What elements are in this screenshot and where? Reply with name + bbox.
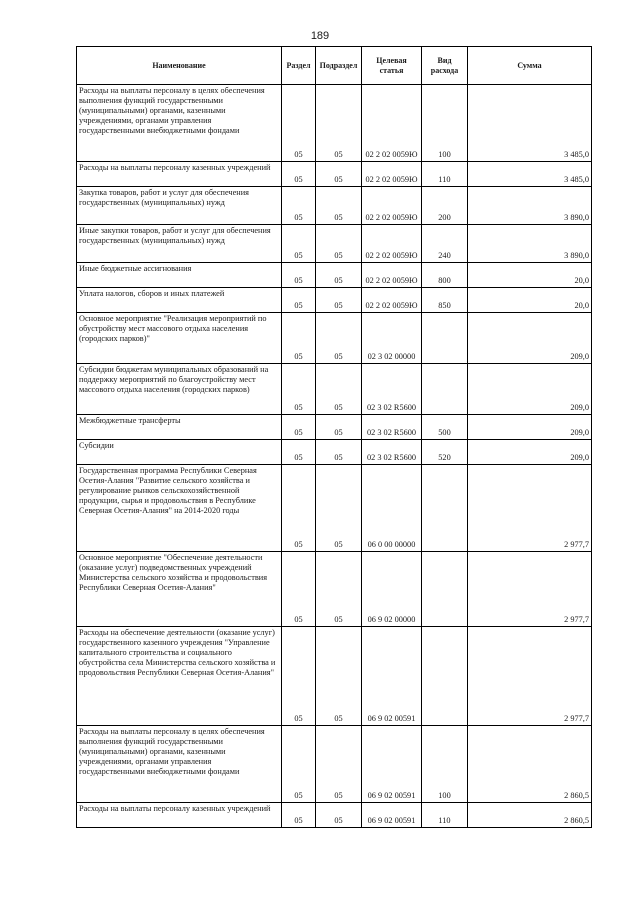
- row-section: 05: [282, 162, 316, 187]
- row-section: 05: [282, 364, 316, 415]
- row-kind: 100: [422, 85, 468, 162]
- row-target: 02 2 02 0059Ю: [362, 85, 422, 162]
- row-sum: 2 977,7: [468, 552, 592, 627]
- table-row: [77, 440, 592, 465]
- row-sum: 2 860,5: [468, 726, 592, 803]
- row-kind: 100: [422, 726, 468, 803]
- row-section: 05: [282, 415, 316, 440]
- row-kind: [422, 364, 468, 415]
- row-section: 05: [282, 627, 316, 726]
- row-subsection: 05: [316, 288, 362, 313]
- row-section: 05: [282, 187, 316, 225]
- row-section: 05: [282, 440, 316, 465]
- row-kind: 800: [422, 263, 468, 288]
- row-kind: [422, 313, 468, 364]
- row-sum: 3 890,0: [468, 225, 592, 263]
- row-name: Субсидии бюджетам муниципальных образований на поддержку мероприятий по благоустройству мест массового отдыха населения (городских парков): [77, 364, 282, 415]
- row-sum: 209,0: [468, 313, 592, 364]
- row-name: Иные бюджетные ассигнования: [77, 263, 282, 288]
- row-target: 06 9 02 00591: [362, 627, 422, 726]
- budget-table: [76, 46, 592, 828]
- row-subsection: 05: [316, 313, 362, 364]
- row-name: Расходы на выплаты персоналу в целях обеспечения выполнения функций государственными (муниципальными) органами, казенными учреждениями, органами управления государственными внебюджетными фондами: [77, 85, 282, 162]
- table-row: [77, 225, 592, 263]
- row-kind: 500: [422, 415, 468, 440]
- row-kind: [422, 552, 468, 627]
- row-target: 06 9 02 00591: [362, 803, 422, 828]
- table-row: [77, 364, 592, 415]
- row-subsection: 05: [316, 552, 362, 627]
- row-subsection: 05: [316, 465, 362, 552]
- row-name: Иные закупки товаров, работ и услуг для обеспечения государственных (муниципальных) нужд: [77, 225, 282, 263]
- row-target: 02 2 02 0059Ю: [362, 263, 422, 288]
- row-sum: 209,0: [468, 364, 592, 415]
- row-name: Расходы на выплаты персоналу в целях обеспечения выполнения функций государственными (муниципальными) органами, казенными учреждениями, органами управления государственными внебюджетными фондами: [77, 726, 282, 803]
- row-kind: [422, 465, 468, 552]
- row-section: 05: [282, 288, 316, 313]
- row-kind: 110: [422, 162, 468, 187]
- row-target: 02 2 02 0059Ю: [362, 187, 422, 225]
- header-sum: Сумма: [468, 47, 592, 85]
- row-section: 05: [282, 803, 316, 828]
- row-sum: 2 860,5: [468, 803, 592, 828]
- row-subsection: 05: [316, 726, 362, 803]
- row-name: Основное мероприятие "Обеспечение деятельности (оказание услуг) подведомственных учреждений Министерства сельского хозяйства и продовольствия Республики Северная Осетия-Алания": [77, 552, 282, 627]
- row-name: Расходы на выплаты персоналу казенных учреждений: [77, 162, 282, 187]
- row-sum: 3 890,0: [468, 187, 592, 225]
- row-subsection: 05: [316, 364, 362, 415]
- row-subsection: 05: [316, 440, 362, 465]
- row-subsection: 05: [316, 803, 362, 828]
- row-sum: 3 485,0: [468, 85, 592, 162]
- row-name: Расходы на выплаты персоналу казенных учреждений: [77, 803, 282, 828]
- header-name: Наименование: [77, 47, 282, 85]
- row-section: 05: [282, 263, 316, 288]
- table-body: [77, 85, 592, 828]
- row-target: 06 9 02 00591: [362, 726, 422, 803]
- row-sum: 209,0: [468, 440, 592, 465]
- table-row: [77, 465, 592, 552]
- row-section: 05: [282, 552, 316, 627]
- row-section: 05: [282, 225, 316, 263]
- row-subsection: 05: [316, 225, 362, 263]
- table-row: [77, 263, 592, 288]
- table-row: [77, 288, 592, 313]
- row-sum: 3 485,0: [468, 162, 592, 187]
- row-sum: 20,0: [468, 288, 592, 313]
- header-section: Раздел: [282, 47, 316, 85]
- row-target: 02 3 02 R5600: [362, 364, 422, 415]
- row-subsection: 05: [316, 85, 362, 162]
- header-subsection: Подраздел: [316, 47, 362, 85]
- row-kind: 520: [422, 440, 468, 465]
- row-name: Государственная программа Республики Северная Осетия-Алания "Развитие сельского хозяйства и регулирование рынков сельскохозяйственной продукции, сырья и продовольствия в Республике Северная Осетия-Алания" на 2014-2020 годы: [77, 465, 282, 552]
- row-target: 02 3 02 00000: [362, 313, 422, 364]
- row-section: 05: [282, 726, 316, 803]
- table-header-row: [77, 47, 592, 85]
- row-target: 06 9 02 00000: [362, 552, 422, 627]
- row-kind: 850: [422, 288, 468, 313]
- row-sum: 2 977,7: [468, 465, 592, 552]
- row-subsection: 05: [316, 263, 362, 288]
- table-row: [77, 415, 592, 440]
- row-kind: [422, 627, 468, 726]
- row-target: 02 2 02 0059Ю: [362, 162, 422, 187]
- table-row: [77, 187, 592, 225]
- table-row: [77, 162, 592, 187]
- row-name: Межбюджетные трансферты: [77, 415, 282, 440]
- table-row: [77, 726, 592, 803]
- row-sum: 20,0: [468, 263, 592, 288]
- row-name: Расходы на обеспечение деятельности (оказание услуг) государственного казенного учреждения "Управление капитального строительства и социального обустройства села Министерства сельского хозяйства и продовольствия Республики Северная Осетия-Алания": [77, 627, 282, 726]
- row-target: 02 2 02 0059Ю: [362, 288, 422, 313]
- row-section: 05: [282, 85, 316, 162]
- table-row: [77, 552, 592, 627]
- row-target: 02 3 02 R5600: [362, 415, 422, 440]
- table-row: [77, 313, 592, 364]
- row-kind: 110: [422, 803, 468, 828]
- row-kind: 200: [422, 187, 468, 225]
- row-section: 05: [282, 313, 316, 364]
- table-row: [77, 803, 592, 828]
- row-target: 02 3 02 R5600: [362, 440, 422, 465]
- row-name: Закупка товаров, работ и услуг для обеспечения государственных (муниципальных) нужд: [77, 187, 282, 225]
- header-kind: Вид расхода: [422, 47, 468, 85]
- header-target: Целевая статья: [362, 47, 422, 85]
- row-target: 02 2 02 0059Ю: [362, 225, 422, 263]
- page-number: 189: [310, 30, 330, 42]
- row-kind: 240: [422, 225, 468, 263]
- row-subsection: 05: [316, 162, 362, 187]
- row-name: Субсидии: [77, 440, 282, 465]
- table-row: [77, 85, 592, 162]
- row-subsection: 05: [316, 187, 362, 225]
- row-subsection: 05: [316, 627, 362, 726]
- row-target: 06 0 00 00000: [362, 465, 422, 552]
- row-name: Основное мероприятие "Реализация мероприятий по обустройству мест массового отдыха населения (городских парков)": [77, 313, 282, 364]
- row-section: 05: [282, 465, 316, 552]
- row-sum: 209,0: [468, 415, 592, 440]
- row-name: Уплата налогов, сборов и иных платежей: [77, 288, 282, 313]
- row-subsection: 05: [316, 415, 362, 440]
- table-row: [77, 627, 592, 726]
- row-sum: 2 977,7: [468, 627, 592, 726]
